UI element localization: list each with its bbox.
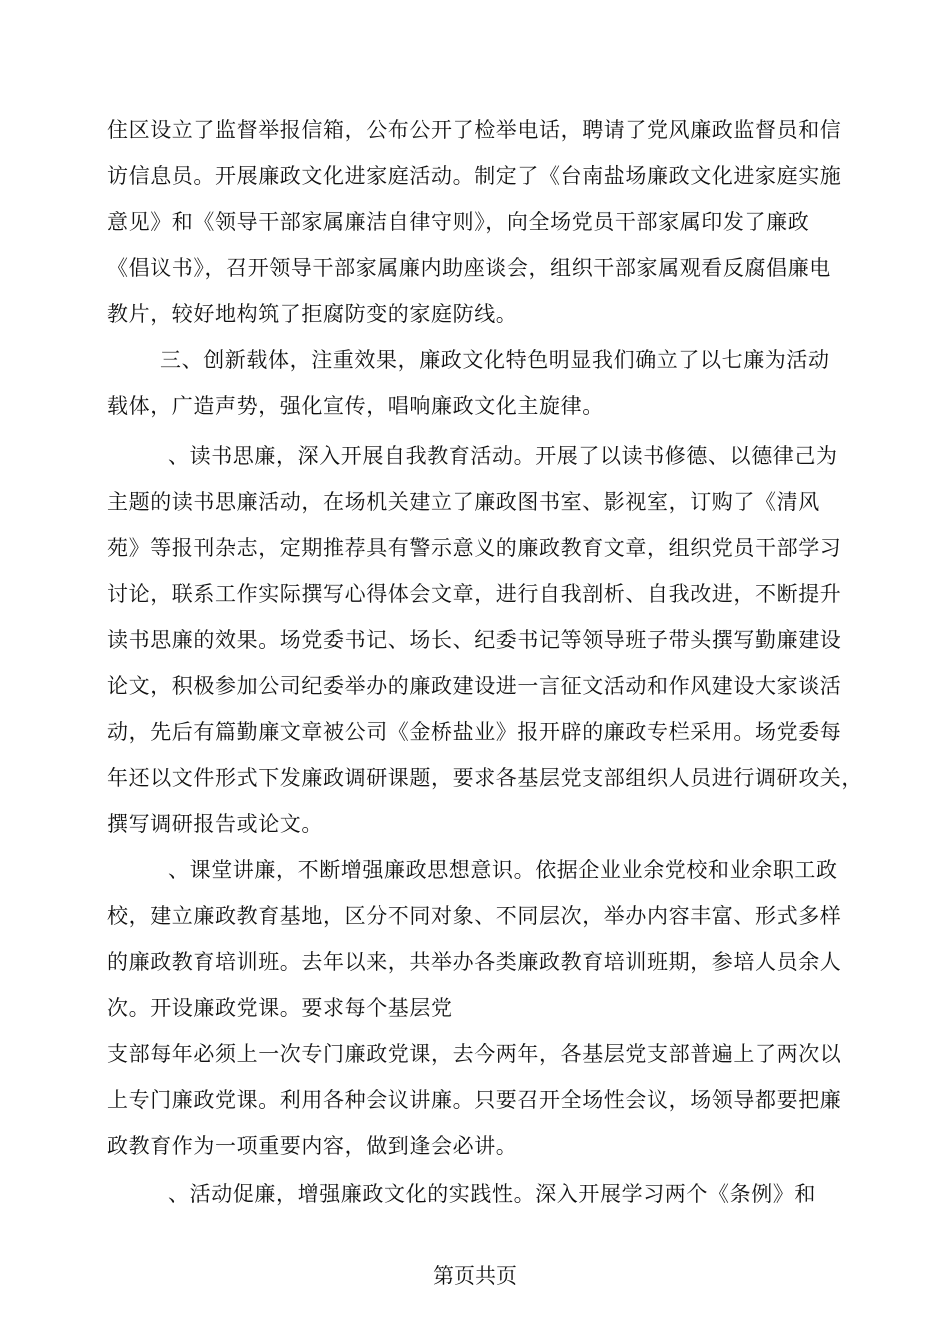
- body-text-line: 校，建立廉政教育基地，区分不同对象、不同层次，举办内容丰富、形式多样: [107, 904, 842, 928]
- body-text-line: 访信息员。开展廉政文化进家庭活动。制定了《台南盐场廉政文化进家庭实施: [107, 164, 842, 188]
- body-text-line: 支部每年必须上一次专门廉政党课，去今两年，各基层党支部普遍上了两次以: [107, 1042, 842, 1066]
- body-text-line: 动，先后有篇勤廉文章被公司《金桥盐业》报开辟的廉政专栏采用。场党委每: [107, 720, 842, 744]
- body-text-line: 主题的读书思廉活动，在场机关建立了廉政图书室、影视室，订购了《清风: [107, 490, 820, 514]
- body-text-line: 次。开设廉政党课。要求每个基层党: [107, 996, 453, 1020]
- paragraph-start-classroom: 、课堂讲廉，不断增强廉政思想意识。依据企业业余党校和业余职工政: [168, 858, 838, 882]
- body-text-line: 讨论，联系工作实际撰写心得体会文章，进行自我剖析、自我改进，不断提升: [107, 582, 842, 606]
- paragraph-start-activities: 、活动促廉，增强廉政文化的实践性。深入开展学习两个《条例》和: [168, 1182, 816, 1206]
- body-text-line: 载体，广造声势，强化宣传，唱响廉政文化主旋律。: [107, 394, 604, 418]
- body-text-line: 《倡议书》，召开领导干部家属廉内助座谈会，组织干部家属观看反腐倡廉电: [107, 256, 831, 280]
- body-text-line: 上专门廉政党课。利用各种会议讲廉。只要召开全场性会议，场领导都要把廉: [107, 1088, 842, 1112]
- body-text-line: 住区设立了监督举报信箱，公布公开了检举电话，聘请了党风廉政监督员和信: [107, 118, 842, 142]
- body-text-line: 的廉政教育培训班。去年以来，共举办各类廉政教育培训班期，参培人员余人: [107, 950, 842, 974]
- body-text-line: 意见》和《领导干部家属廉洁自律守则》，向全场党员干部家属印发了廉政: [107, 210, 810, 234]
- body-text-line: 论文，积极参加公司纪委举办的廉政建设进一言征文活动和作风建设大家谈活: [107, 674, 842, 698]
- body-text-line: 读书思廉的效果。场党委书记、场长、纪委书记等领导班子带头撰写勤廉建设: [107, 628, 842, 652]
- section-heading-3: 三、创新载体，注重效果，廉政文化特色明显我们确立了以七廉为活动: [160, 348, 830, 372]
- body-text-line: 教片，较好地构筑了拒腐防变的家庭防线。: [107, 302, 518, 326]
- paragraph-start-reading: 、读书思廉，深入开展自我教育活动。开展了以读书修德、以德律己为: [168, 444, 838, 468]
- page-footer: 第页共页: [433, 1264, 517, 1288]
- body-text-line: 撰写调研报告或论文。: [107, 812, 323, 836]
- body-text-line: 政教育作为一项重要内容，做到逢会必讲。: [107, 1134, 518, 1158]
- body-text-line: 年还以文件形式下发廉政调研课题，要求各基层党支部组织人员进行调研攻关，: [107, 766, 863, 790]
- body-text-line: 苑》等报刊杂志，定期推荐具有警示意义的廉政教育文章，组织党员干部学习: [107, 536, 842, 560]
